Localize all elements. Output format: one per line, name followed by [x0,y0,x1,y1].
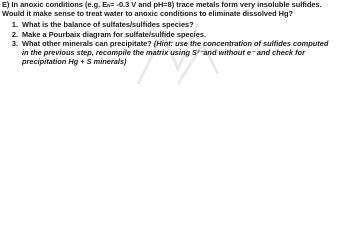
question-text: Make a Pourbaix diagram for sulfate/sulfide species. [22,29,207,39]
hint-line-3: precipitation Hg + S minerals) [22,57,127,67]
question-item [2,30,348,39]
question-text: What other minerals can precipitate? [22,38,152,48]
intro-paragraph [2,0,348,18]
question-number: 2. [11,29,18,39]
intro-line-1: E) In anoxic conditions (e.g. Eₕ= -0.3 V and pH=8) trace metals form very insoluble sulfides. [2,0,322,9]
question-number: 3. [11,38,18,48]
question-number: 1. [11,20,18,30]
document [2,0,348,66]
hint-line-2: in the previous step, recompile the matrix using S²⁻and without e⁻ and check for [22,48,305,58]
hint-line-1: (Hint: use the concentration of sulfides computed [153,38,329,48]
question-item [2,20,348,29]
intro-line-2: Would it make sense to treat water to anoxic conditions to eliminate dissolved Hg? [2,9,294,19]
question-text-block [22,39,348,67]
question-item [2,39,348,67]
question-list [2,20,348,66]
question-text: What is the balance of sulfates/sulfides species? [22,20,194,30]
